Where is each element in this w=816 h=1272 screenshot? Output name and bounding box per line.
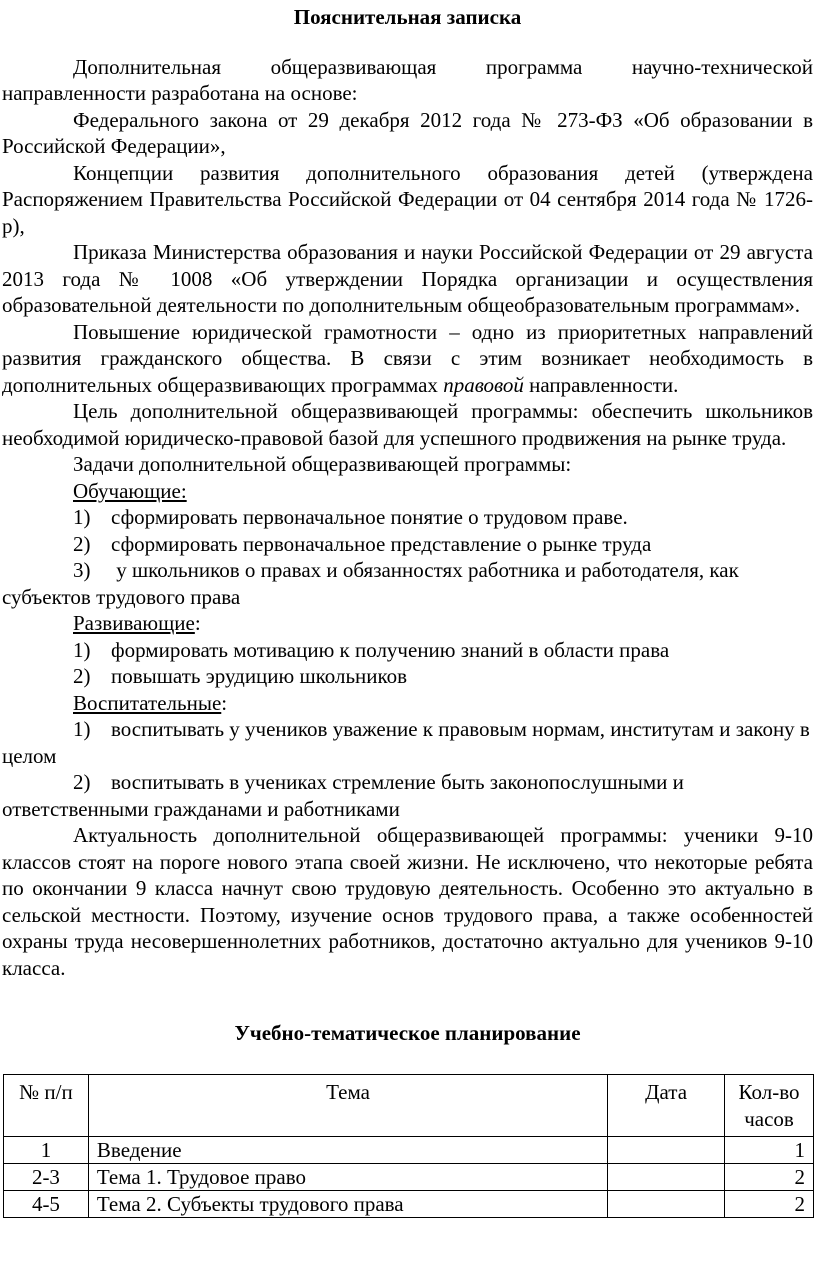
list-item-text: формировать мотивацию к получению знаний в области права bbox=[111, 637, 670, 662]
upbringing-heading bbox=[2, 690, 813, 717]
row-topic: Тема 2. Субъекты трудового права bbox=[88, 1190, 607, 1217]
list-item-number: 1) bbox=[73, 717, 91, 741]
educational-heading bbox=[2, 478, 813, 505]
row-date bbox=[608, 1163, 725, 1190]
list-item-text: повышать эрудицию школьников bbox=[111, 664, 408, 688]
table-header-row bbox=[4, 1074, 814, 1136]
list-item bbox=[2, 769, 813, 822]
educational-heading-label: Обучающие: bbox=[73, 478, 187, 503]
header-topic: Тема bbox=[88, 1074, 607, 1136]
row-hours: 1 bbox=[725, 1136, 814, 1163]
row-number: 4-5 bbox=[4, 1190, 89, 1217]
list-item-number: 2) bbox=[73, 531, 91, 556]
row-number: 2-3 bbox=[4, 1163, 89, 1190]
list-item bbox=[2, 637, 813, 664]
basis-concept: Концепции развития дополнительного образования детей (утверждена Распоряжением Правительства Российской Федерации от 04 сентября 2014 года № 1726-р), bbox=[2, 160, 813, 238]
basis-federal-law: Федерального закона от 29 декабря 2012 года № 273-ФЗ «Об образовании в Российской Федерации», bbox=[2, 107, 813, 158]
table-row bbox=[4, 1190, 814, 1217]
document-title: Пояснительная записка bbox=[293, 5, 522, 29]
relevance-text-before: Повышение юридической грамотности – одно из приоритетных направлений развития гражданского общества. В связи с этим возникает необходимость в дополнительных общеразвивающих программах bbox=[2, 319, 813, 397]
list-item-text: воспитывать у учеников уважение к правовым нормам, институтам и закону в целом bbox=[2, 717, 810, 768]
row-date bbox=[608, 1190, 725, 1217]
intro-paragraph: Дополнительная общеразвивающая программа научно-технической направленности разработана на основе: bbox=[2, 54, 813, 105]
list-item bbox=[2, 716, 813, 769]
developing-heading bbox=[2, 610, 813, 637]
row-date bbox=[608, 1136, 725, 1163]
relevance-paragraph bbox=[2, 319, 813, 399]
developing-heading-label: Развивающие bbox=[73, 611, 195, 635]
list-item-number: 3) bbox=[73, 558, 91, 582]
list-item-number: 1) bbox=[73, 637, 91, 662]
plan-table bbox=[3, 1074, 814, 1218]
table-row bbox=[4, 1136, 814, 1163]
row-number: 1 bbox=[4, 1136, 89, 1163]
list-item-text: воспитывать в учениках стремление быть законопослушными и ответственными гражданами и работниками bbox=[2, 770, 684, 821]
header-number: № п/п bbox=[4, 1074, 89, 1136]
row-hours: 2 bbox=[725, 1190, 814, 1217]
list-item-text: сформировать первоначальное понятие о трудовом праве. bbox=[111, 505, 628, 529]
header-date: Дата bbox=[608, 1074, 725, 1136]
list-item-number: 2) bbox=[73, 770, 91, 794]
header-hours: Кол-во часов bbox=[725, 1074, 814, 1136]
list-item bbox=[2, 504, 813, 531]
list-item-text: сформировать первоначальное представление о рынке труда bbox=[111, 531, 652, 556]
basis-order: Приказа Министерства образования и науки Российской Федерации от 29 августа 2013 года № 1008 «Об утверждении Порядка организации и осуществления образовательной деятельности по дополнительным общеобразовательным программам». bbox=[2, 240, 813, 317]
list-item bbox=[2, 531, 813, 558]
document-page bbox=[0, 4, 816, 1272]
list-item bbox=[2, 557, 813, 610]
upbringing-heading-colon: : bbox=[221, 690, 228, 715]
list-item bbox=[2, 663, 813, 690]
list-item-number: 2) bbox=[73, 664, 91, 688]
upbringing-heading-label: Воспитательные bbox=[73, 690, 222, 715]
actuality-paragraph: Актуальность дополнительной общеразвивающей программы: ученики 9-10 классов стоят на пороге нового этапа своей жизни. Не исключено, что некоторые ребята по окончании 9 класса начнут свою трудовую деятельность. Особенно это актуально в сельской местности. Поэтому, изучение основ трудового права, а также особенностей охраны труда несовершеннолетних работников, достаточно актуально для учеников 9-10 класса. bbox=[2, 823, 813, 980]
table-row bbox=[4, 1163, 814, 1190]
list-item-number: 1) bbox=[73, 505, 91, 529]
plan-title: Учебно-тематическое планирование bbox=[234, 1021, 581, 1045]
relevance-text-after: направленности. bbox=[523, 372, 679, 397]
goal-paragraph: Цель дополнительной общеразвивающей программы: обеспечить школьников необходимой юридическо-правовой базой для успешного продвижения на рынке труда. bbox=[2, 399, 813, 450]
row-topic: Тема 1. Трудовое право bbox=[88, 1163, 607, 1190]
relevance-italic-word: правовой bbox=[443, 372, 524, 397]
list-item-text: у школьников о правах и обязанностях работника и работодателя, как субъектов трудового права bbox=[2, 558, 739, 609]
row-topic: Введение bbox=[88, 1136, 607, 1163]
tasks-heading: Задачи дополнительной общеразвивающей программы: bbox=[73, 452, 572, 476]
row-hours: 2 bbox=[725, 1163, 814, 1190]
developing-heading-colon: : bbox=[194, 611, 201, 635]
